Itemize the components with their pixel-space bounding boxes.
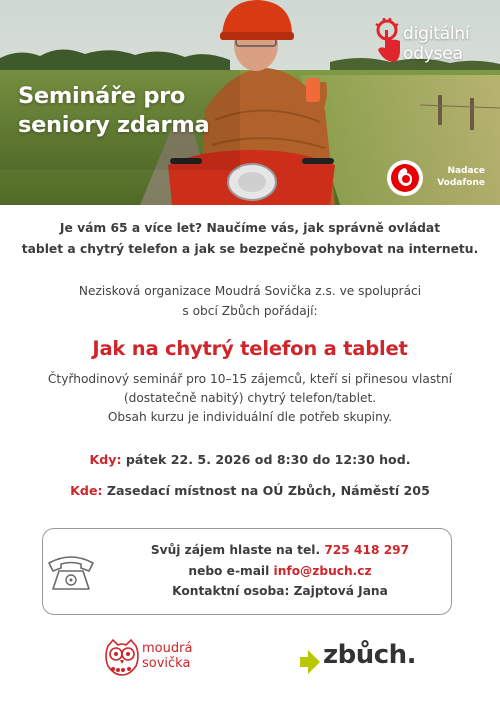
contact-email-link[interactable]: info@zbuch.cz — [273, 563, 372, 578]
contact-person: Kontaktní osoba: Zajptová Jana — [172, 584, 388, 598]
hero-banner — [0, 0, 500, 205]
organizer-line2: s obcí Zbůch pořádají: — [182, 303, 318, 318]
owl-icon — [104, 638, 140, 676]
contact-email-prefix: nebo e-mail — [188, 563, 270, 578]
when-value: pátek 22. 5. 2026 od 8:30 do 12:30 hod. — [125, 452, 411, 467]
vodafone-speechmark-icon — [387, 160, 423, 196]
where-value: Zasedací místnost na OÚ Zbůch, Náměstí 205 — [106, 483, 430, 498]
org-logo-line2: sovička — [142, 656, 191, 671]
sponsor-line1: Nadace — [447, 166, 485, 176]
brand-name — [403, 24, 470, 64]
phone-icon — [45, 553, 97, 593]
vodafone-logo — [387, 160, 423, 196]
contact-phone-number[interactable]: 725 418 297 — [324, 543, 410, 557]
hero-title — [18, 82, 209, 140]
contact-phone-prefix: Svůj zájem hlaste na tel. — [150, 543, 321, 557]
zbuch-name: zbůch. — [323, 640, 417, 670]
zbuch-wordmark — [323, 640, 416, 670]
intro-line1: Je vám 65 a více let? Naučíme vás, jak správně ovládat — [59, 221, 441, 235]
sponsor-name — [430, 165, 485, 189]
hero-title-line1: Semináře pro — [18, 83, 186, 109]
course-title: Jak na chytrý telefon a tablet — [92, 337, 408, 360]
sponsor-line2: Vodafone — [437, 178, 485, 188]
moudra-sovicka-logo — [142, 641, 192, 671]
organizer-text — [0, 282, 500, 321]
digitalni-odysea-logo — [370, 14, 500, 74]
intro-line2: tablet a chytrý telefon a jak se bezpečně pohybovat na internetu. — [21, 241, 479, 256]
contact-phone-line — [130, 540, 430, 561]
brand-line2: odysea — [403, 44, 463, 64]
where-label: Kde: — [70, 483, 103, 498]
course-desc-line3: Obsah kurzu je individuální dle potřeb skupiny. — [107, 410, 393, 425]
course-desc-line2: (dostatečně nabitý) chytrý telefon/tablet. — [123, 391, 377, 406]
hand-pointer-icon — [372, 16, 402, 66]
brand-line1: digitální — [403, 24, 470, 44]
course-description — [0, 370, 500, 428]
when-label: Kdy: — [89, 452, 122, 467]
contact-text — [130, 540, 430, 602]
org-logo-line1: moudrá — [142, 641, 193, 656]
when-info — [0, 452, 500, 467]
hero-title-line2: seniory zdarma — [18, 112, 210, 138]
where-info — [0, 483, 500, 498]
contact-email-line — [130, 561, 430, 582]
intro-text — [0, 218, 500, 259]
course-desc-line1: Čtyřhodinový seminář pro 10–15 zájemců, kteří si přinesou vlastní — [47, 372, 453, 386]
organizer-line1: Nezisková organizace Moudrá Sovička z.s. ve spolupráci — [78, 284, 422, 298]
